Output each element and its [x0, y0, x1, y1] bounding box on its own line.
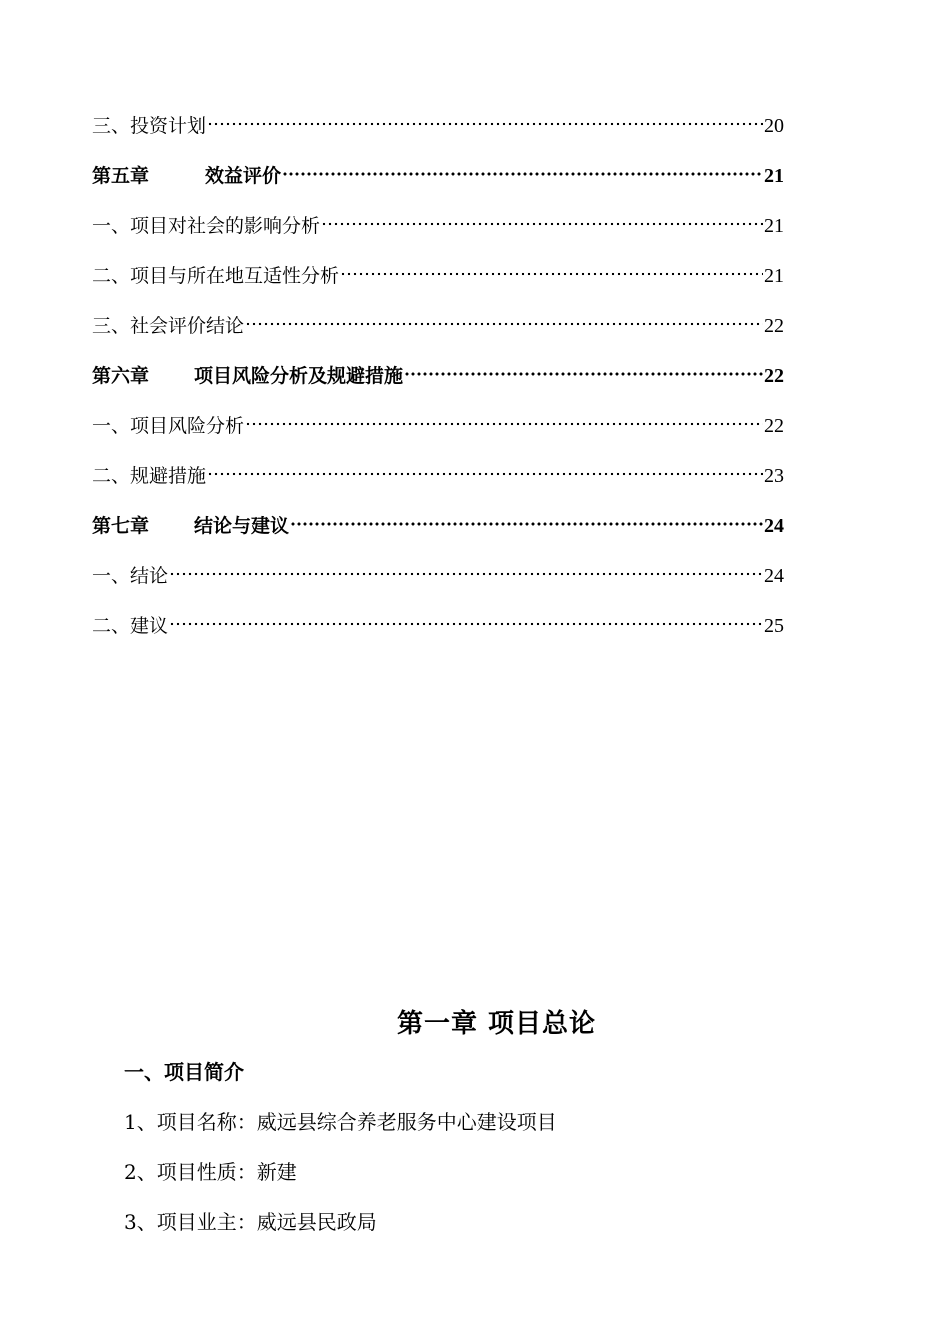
toc-page-number: 21 [764, 265, 784, 287]
toc-entry-label: 社会评价结论 [130, 315, 245, 337]
toc-section-entry [92, 309, 784, 359]
toc-entry-number: 第五章 [92, 165, 150, 187]
toc-section-entry [92, 609, 784, 659]
toc-page-number: 24 [764, 565, 784, 587]
project-owner-line: 3、项目业主：威远县民政局 [124, 1210, 377, 1234]
toc-dot-leader [207, 472, 763, 476]
toc-dot-leader [245, 322, 763, 326]
toc-dot-leader [290, 522, 763, 526]
toc-chapter-entry [92, 159, 784, 209]
toc-entry-number: 一、 [92, 565, 131, 587]
toc-entry-number: 三、 [92, 115, 131, 137]
toc-dot-leader [282, 172, 763, 176]
toc-entry-label: 结论 [130, 565, 169, 587]
section-heading: 一、项目简介 [124, 1060, 244, 1084]
toc-dot-leader [169, 572, 763, 576]
toc-entry-number: 二、 [92, 465, 131, 487]
toc-dot-leader [169, 622, 763, 626]
toc-entry-number: 第六章 [92, 365, 150, 387]
toc-chapter-entry [92, 509, 784, 559]
toc-section-entry [92, 209, 784, 259]
toc-entry-number: 第七章 [92, 515, 150, 537]
toc-page-number: 23 [764, 465, 784, 487]
toc-entry-label: 项目风险分析及规避措施 [194, 365, 404, 387]
toc-dot-leader [340, 272, 763, 276]
toc-section-entry [92, 459, 784, 509]
toc-page-number: 22 [764, 365, 784, 387]
table-of-contents [92, 109, 784, 659]
toc-entry-label: 项目风险分析 [130, 415, 245, 437]
toc-entry-number: 三、 [92, 315, 131, 337]
toc-entry-number: 二、 [92, 265, 131, 287]
project-nature-line: 2、项目性质：新建 [124, 1160, 297, 1184]
chapter-title: 第一章 项目总论 [396, 1009, 597, 1039]
toc-section-entry [92, 409, 784, 459]
toc-dot-leader [404, 372, 763, 376]
toc-entry-label: 规避措施 [130, 465, 207, 487]
toc-page-number: 22 [764, 415, 784, 437]
project-name-line: 1、项目名称：威远县综合养老服务中心建设项目 [124, 1110, 557, 1134]
toc-entry-label: 结论与建议 [194, 515, 290, 537]
toc-section-entry [92, 259, 784, 309]
toc-entry-label: 建议 [130, 615, 169, 637]
toc-page-number: 21 [764, 215, 784, 237]
toc-entry-label: 投资计划 [130, 115, 207, 137]
toc-dot-leader [245, 422, 763, 426]
toc-entry-number: 二、 [92, 615, 131, 637]
toc-dot-leader [321, 222, 763, 226]
toc-page-number: 22 [764, 315, 784, 337]
toc-page-number: 20 [764, 115, 784, 137]
toc-section-entry [92, 559, 784, 609]
toc-entry-number: 一、 [92, 415, 131, 437]
toc-page-number: 25 [764, 615, 784, 637]
toc-dot-leader [207, 122, 763, 126]
toc-chapter-entry [92, 359, 784, 409]
toc-entry-label: 效益评价 [205, 165, 282, 187]
toc-entry-label: 项目与所在地互适性分析 [130, 265, 340, 287]
toc-page-number: 21 [764, 165, 784, 187]
toc-entry-number: 一、 [92, 215, 131, 237]
toc-section-entry [92, 109, 784, 159]
toc-page-number: 24 [764, 515, 784, 537]
toc-entry-label: 项目对社会的影响分析 [130, 215, 321, 237]
